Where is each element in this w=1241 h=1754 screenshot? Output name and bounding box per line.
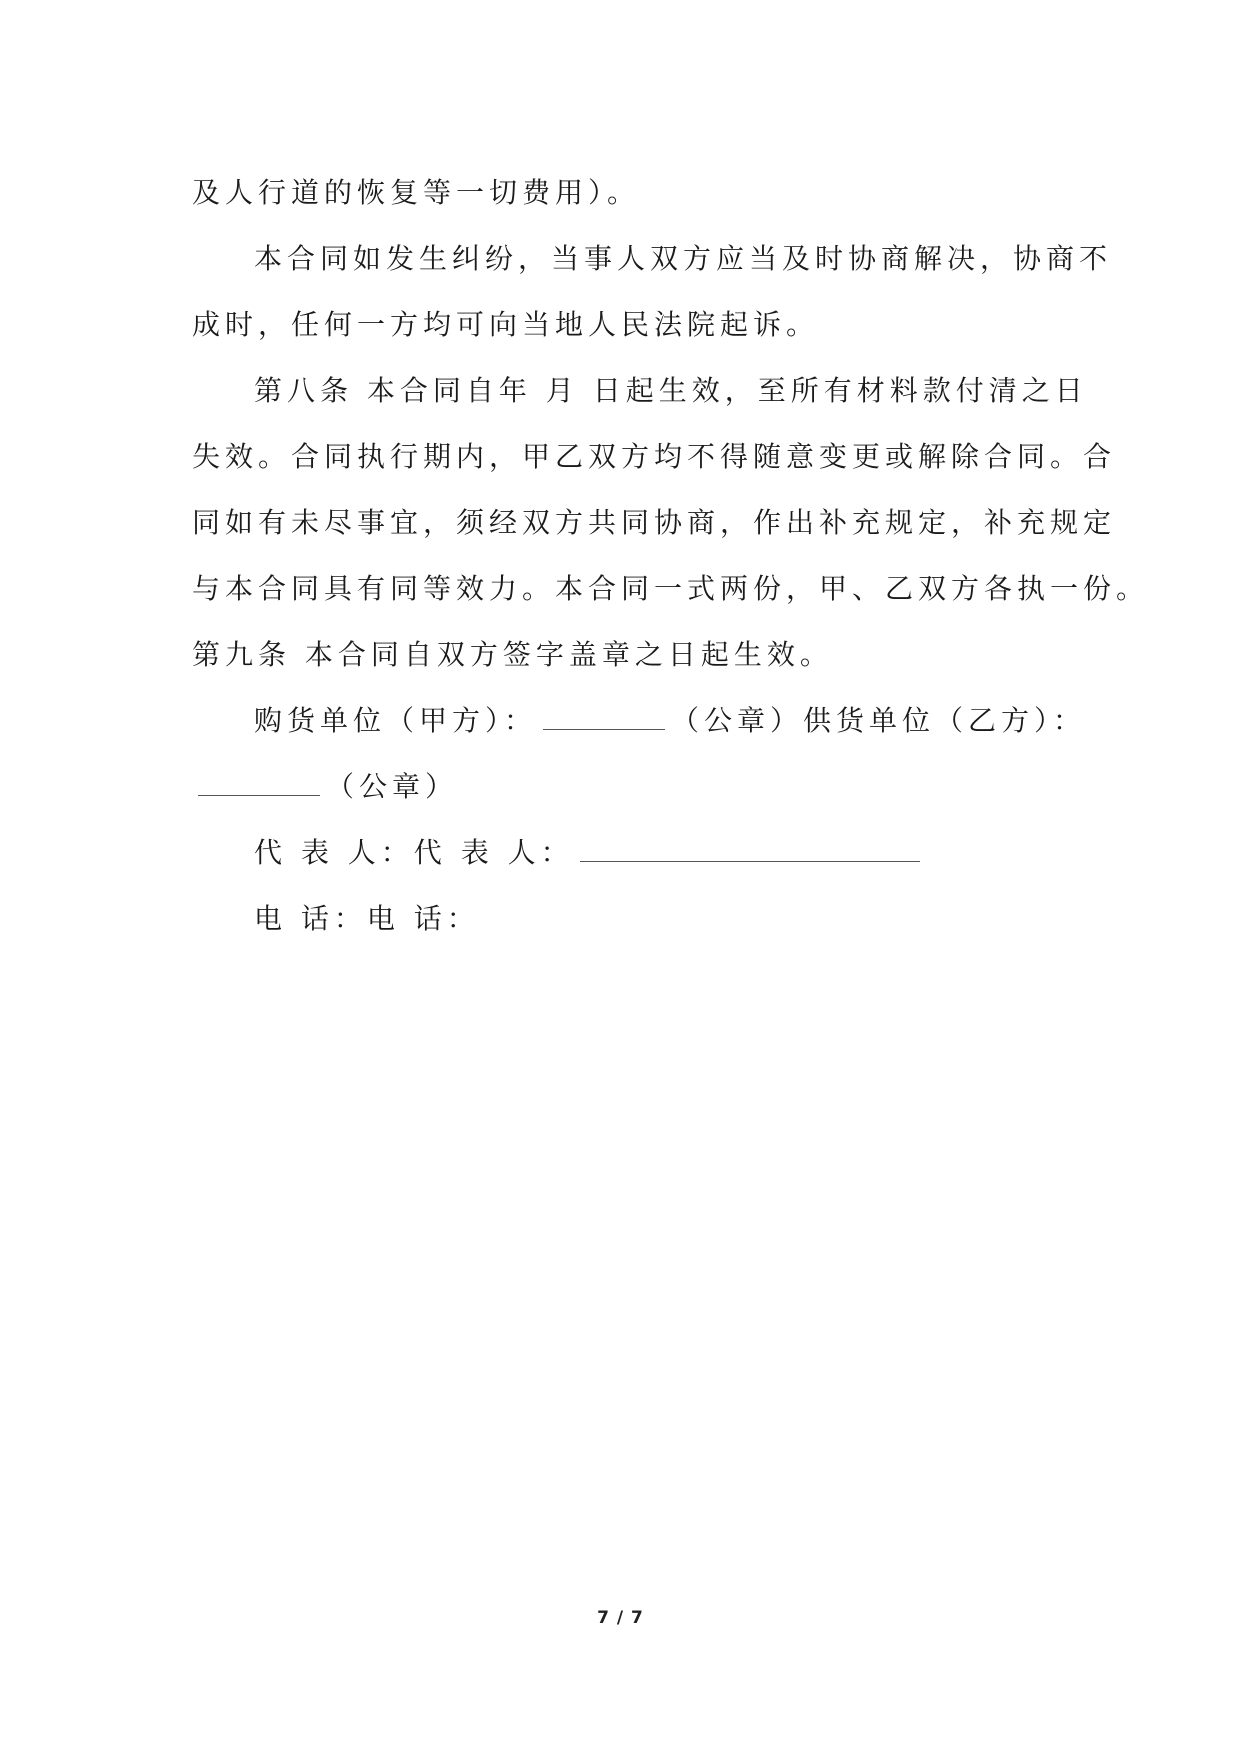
signature-supplier-line	[192, 754, 1062, 820]
representative-label: 代 表 人：代 表 人：	[254, 836, 574, 869]
representative-blank	[580, 839, 920, 862]
supplier-blank	[198, 773, 320, 796]
paragraph-line: 失效。合同执行期内，甲乙双方均不得随意变更或解除合同。合	[192, 440, 1117, 473]
paragraph-line: 第八条 本合同自年 月 日起生效，至所有材料款付清之日	[254, 374, 1088, 407]
buyer-blank	[543, 707, 665, 730]
representative-line	[192, 820, 1062, 886]
page-number: 7 / 7	[597, 1608, 644, 1628]
seal-label: （公章）	[326, 770, 459, 803]
paragraph-line: 同如有未尽事宜，须经双方共同协商，作出补充规定，补充规定	[192, 506, 1117, 539]
paragraph-line: 与本合同具有同等效力。本合同一式两份，甲、乙双方各执一份。	[192, 572, 1150, 605]
paragraph-line: 及人行道的恢复等一切费用）。	[192, 176, 641, 209]
buyer-label: 购货单位（甲方）：	[254, 704, 538, 737]
phone-line	[192, 886, 1062, 952]
seal-label: （公章）	[671, 704, 804, 737]
document-body	[192, 160, 1150, 952]
paragraph-line: 成时，任何一方均可向当地人民法院起诉。	[192, 308, 820, 341]
signature-buyer-line	[192, 688, 1087, 754]
paragraph-line: 第九条 本合同自双方签字盖章之日起生效。	[192, 638, 833, 671]
paragraph-line: 本合同如发生纠纷，当事人双方应当及时协商解决，协商不	[254, 242, 1113, 275]
phone-label: 电 话：电 话：	[254, 902, 480, 935]
supplier-label: 供货单位（乙方）：	[803, 704, 1087, 737]
